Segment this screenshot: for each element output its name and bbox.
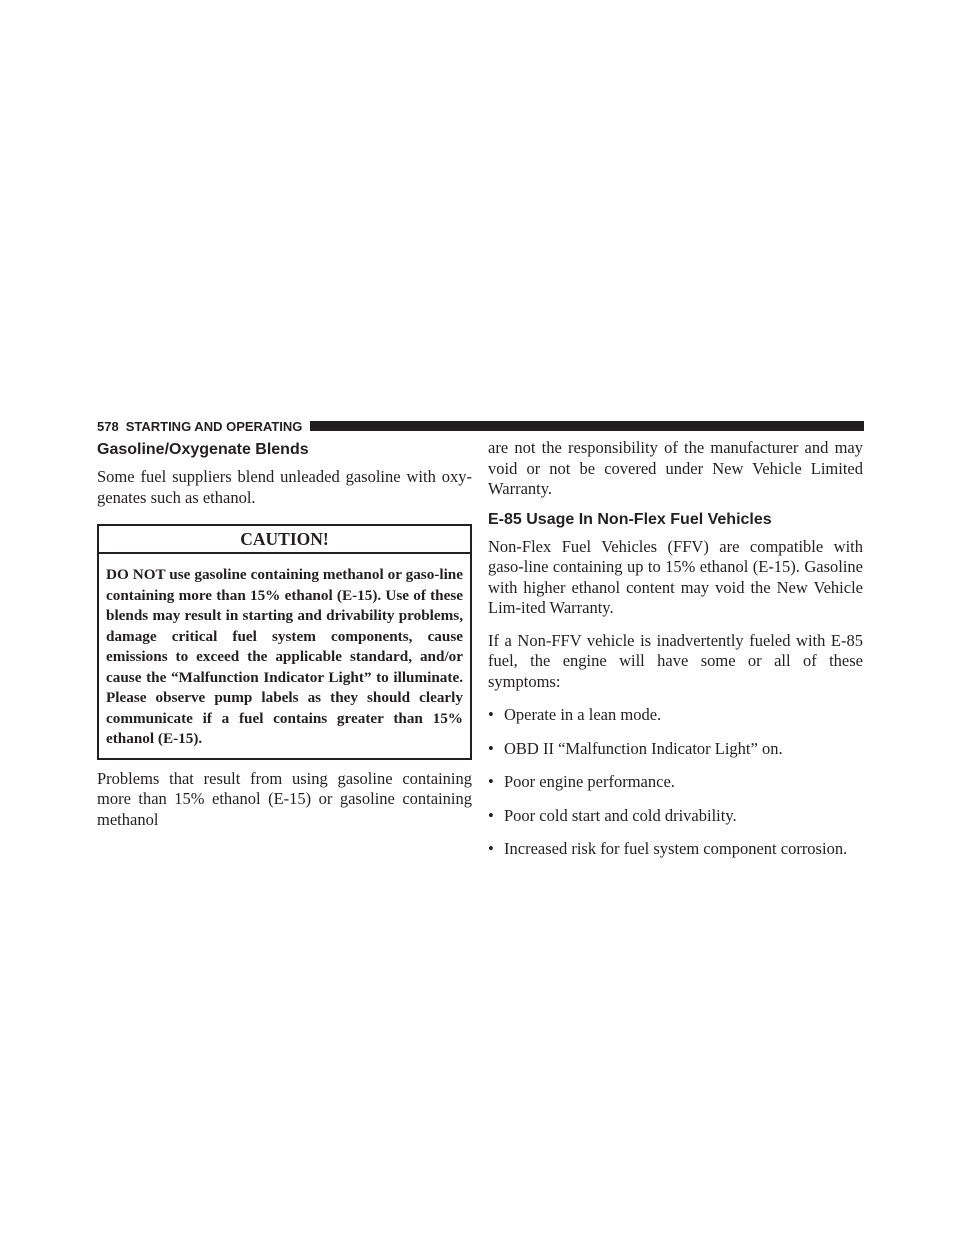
right-column: [488, 438, 863, 860]
list-item: [488, 839, 863, 860]
list-item: [488, 739, 863, 760]
symptom-text: Poor engine performance.: [504, 772, 675, 791]
page-header: [97, 418, 864, 434]
symptom-text: Increased risk for fuel system component corrosion.: [504, 839, 848, 858]
symptom-text: Operate in a lean mode.: [504, 705, 662, 724]
e85-symptoms-intro: If a Non-FFV vehicle is inadvertently fueled with E-85 fuel, the engine will have some or all of these symptoms:: [488, 630, 863, 691]
bullet-icon: •: [488, 839, 494, 858]
symptom-text: Poor cold start and cold drivability.: [504, 805, 737, 825]
bullet-icon: •: [488, 705, 494, 724]
left-column: [97, 438, 472, 830]
section-title: STARTING AND OPERATING: [125, 418, 303, 434]
bullet-icon: •: [488, 805, 494, 825]
intro-paragraph: Some fuel suppliers blend unleaded gasoline with oxy-genates such as ethanol.: [97, 467, 472, 507]
symptom-list: [488, 705, 863, 860]
gasoline-blends-heading: Gasoline/Oxygenate Blends: [97, 441, 309, 458]
ffv-compatibility-paragraph: Non-Flex Fuel Vehicles (FFV) are compatible with gaso-line containing up to 15% ethanol (E-15). Gasoline with higher ethanol content may void the New Vehicle Lim-ited Warranty.: [488, 536, 863, 617]
list-item: [488, 772, 863, 793]
caution-title: CAUTION!: [99, 526, 470, 554]
list-item: [488, 705, 863, 726]
caution-body: DO NOT use gasoline containing methanol or gaso-line containing more than 15% ethanol (E-15). Use of these blends may result in starting and drivability problems, damage critical fuel system components, cause emissions to exceed the applicable standard, and/or cause the “Malfunction Indicator Light” to illuminate. Please observe pump labels as they should clearly communicate if a fuel contains greater than 15% ethanol (E-15).: [106, 566, 463, 747]
symptom-text: OBD II “Malfunction Indicator Light” on.: [504, 738, 783, 758]
bullet-icon: •: [488, 738, 494, 758]
problems-paragraph: Problems that result from using gasoline containing more than 15% ethanol (E-15) or gasoline containing methanol: [97, 768, 472, 829]
list-item: [488, 806, 863, 827]
continuation-paragraph: are not the responsibility of the manufacturer and may void or not be covered under New Vehicle Limited Warranty.: [488, 438, 863, 498]
caution-box: [97, 524, 472, 760]
bullet-icon: •: [488, 772, 494, 791]
e85-heading: E-85 Usage In Non-Flex Fuel Vehicles: [488, 510, 772, 528]
page-number: 578: [97, 418, 119, 434]
header-rule: [310, 421, 864, 431]
